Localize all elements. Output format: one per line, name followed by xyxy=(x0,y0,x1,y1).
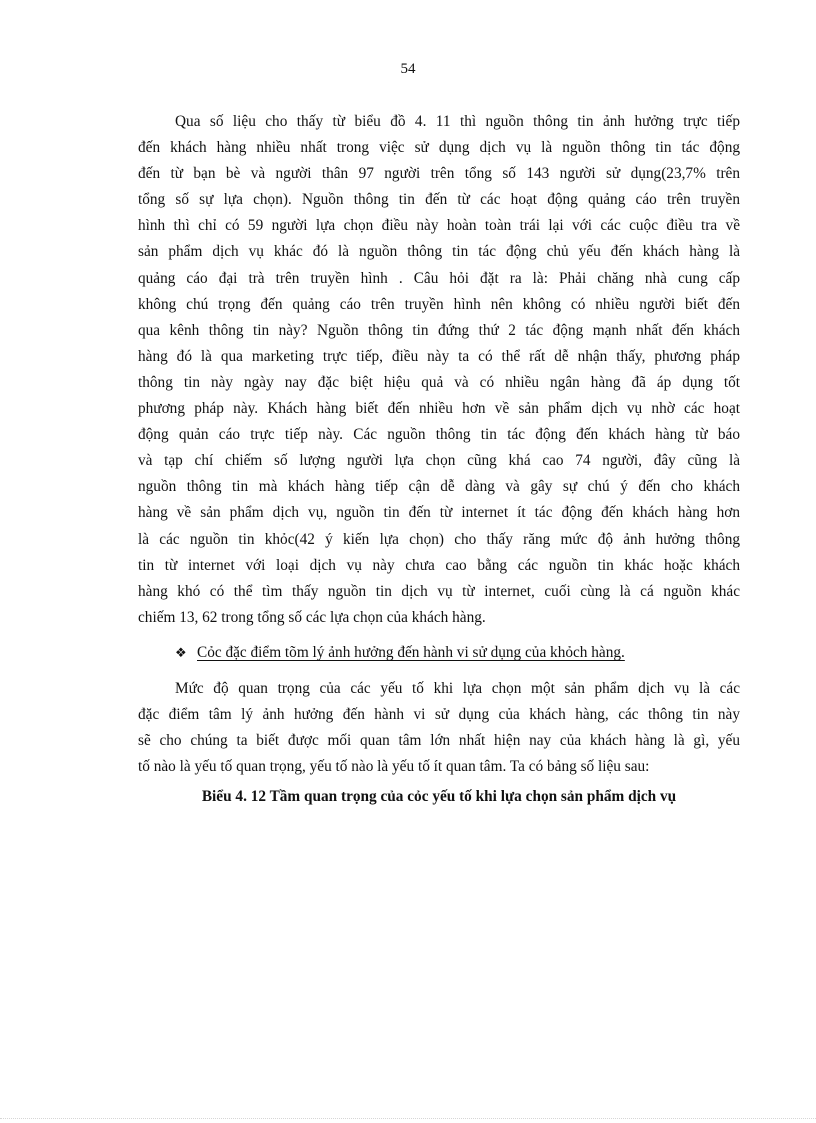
paragraph-line: tổng số sự lựa chọn). Nguồn thông tin đến từ các hoạt động quảng cáo trên truyền xyxy=(138,191,740,209)
paragraph-line: đến khách hàng nhiều nhất trong việc sử dụng dịch vụ là nguồn thông tin tác động xyxy=(138,139,740,157)
section-bullet xyxy=(138,640,740,666)
paragraph-line: là các nguồn tin khỏc(42 ý kiến lựa chọn) cho thấy răng mức độ ảnh hưởng thông xyxy=(138,530,740,548)
section-heading-psychological-factors: Cỏc đặc điểm tõm lý ảnh hưởng đến hành vi sử dụng của khỏch hàng. xyxy=(197,643,625,661)
paragraph-line: tin từ internet với loại dịch vụ này chưa cao bằng các nguồn tin khác hoặc khách xyxy=(138,556,740,574)
paragraph-line: qua kênh thông tin này? Nguồn thông tin đứng thứ 2 tác động mạnh nhất đến khách xyxy=(138,321,740,339)
paragraph-line: động quản cáo trực tiếp này. Các nguồn thông tin tác động đến khách hàng từ báo xyxy=(138,426,740,444)
paragraph-line: thông tin này ngày nay đặc biệt hiệu quả và có nhiều ngân hàng đã áp dụng tốt xyxy=(138,373,740,391)
paragraph-line: sản phẩm dịch vụ khác đó là nguồn thông tin tác động chủ yếu đến khách hàng là xyxy=(138,243,740,261)
paragraph-line: đặc điểm tâm lý ảnh hưởng đến hành vi sử dụng của khách hàng, các thông tin này xyxy=(138,705,740,723)
paragraph-line: và tạp chí chiếm số lượng người lựa chọn cũng khá cao 74 người, đây cũng là xyxy=(138,452,740,470)
diamond-dots-bullet-icon: ❖ xyxy=(175,644,187,660)
paragraph-line: quảng cáo đại trà trên truyền hình . Câu hỏi đặt ra là: Phải chăng nhà cung cấp xyxy=(138,269,740,287)
paragraph-line: Mức độ quan trọng của các yếu tố khi lựa chọn một sản phẩm dịch vụ là các xyxy=(175,679,740,697)
paragraph-line: phương pháp này. Khách hàng biết đến nhiều hơn về sản phẩm dịch vụ nhờ các hoạt xyxy=(138,400,740,418)
paragraph-line: đến từ bạn bè và người thân 97 người trên tổng số 143 người sử dụng(23,7% trên xyxy=(138,165,740,183)
page-bottom-divider xyxy=(0,1118,816,1119)
paragraph-importance-factors xyxy=(138,676,740,780)
paragraph-line: chiếm 13, 62 trong tổng số các lựa chọn của khách hàng. xyxy=(138,608,486,626)
page-content xyxy=(138,109,740,810)
paragraph-line: Qua số liệu cho thấy từ biểu đồ 4. 11 thì nguồn thông tin ảnh hưởng trực tiếp xyxy=(175,113,740,130)
table-caption: Biểu 4. 12 Tầm quan trọng của cỏc yếu tố khi lựa chọn sản phẩm dịch vụ xyxy=(201,788,677,806)
paragraph-information-sources xyxy=(138,109,740,631)
paragraph-line: nguồn thông tin mà khách hàng tiếp cận dễ dàng và gây sự chú ý đến cho khách xyxy=(138,478,740,496)
paragraph-line: sẽ cho chúng ta biết được mối quan tâm lớn nhất hiện nay của khách hàng là gì, yếu xyxy=(138,732,740,750)
paragraph-line: hàng về sản phẩm dịch vụ, nguồn tin đến từ internet ít tác động đến khách hàng hơn xyxy=(138,504,740,522)
paragraph-line: không chú trọng đến quảng cáo trên truyền hình nên không có nhiều người biết đến xyxy=(138,295,740,313)
paragraph-line: hàng khó có thể tìm thấy nguồn tin dịch vụ từ internet, cuối cùng là cá nguồn khác xyxy=(138,582,740,600)
page-number: 54 xyxy=(400,61,416,77)
paragraph-line: hàng đó là qua marketing trực tiếp, điều này ta có thể rất dễ nhận thấy, phương pháp xyxy=(138,347,740,365)
paragraph-line: hình thì chỉ có 59 người lựa chọn điều này hoàn toàn trái lại với các cuộc điều tra về xyxy=(138,217,740,235)
paragraph-line: tố nào là yếu tố quan trọng, yếu tố nào là yếu tố ít quan tâm. Ta có bảng số liệu sau: xyxy=(138,758,650,776)
